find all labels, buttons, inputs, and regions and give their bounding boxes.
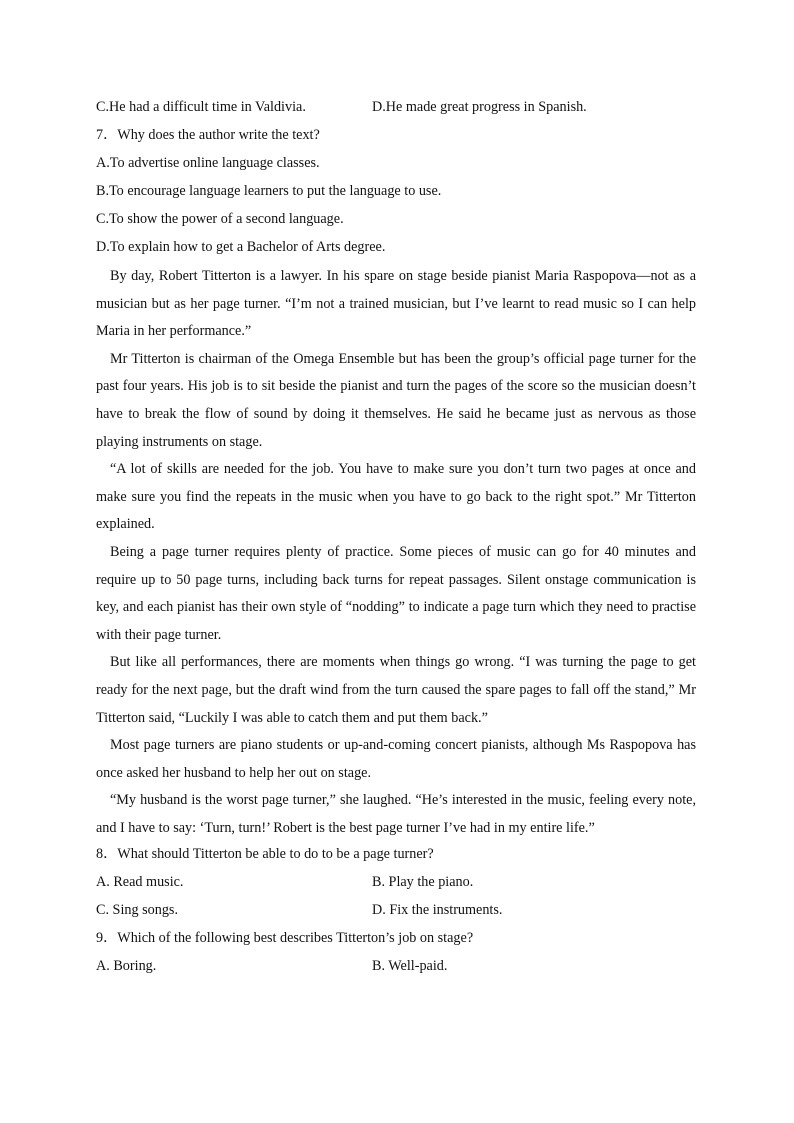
q8-option-a: A. Read music. [96,874,184,891]
q8-option-b: B. Play the piano. [372,874,474,891]
passage-paragraph-1: By day, Robert Titterton is a lawyer. In his spare on stage beside pianist Maria Raspopova—not as a musician but as her page turner. “I’m not a trained musician, but I’ve learnt to read music so I can help Maria in her performance.” [96,268,696,340]
passage-paragraph-4: Being a page turner requires plenty of practice. Some pieces of music can go for 40 minutes and require up to 50 page turns, including back turns for repeat passages. Silent onstage communication is key, and each pianist has their own style of “nodding” to indicate a page turn which they need to practise with their page turner. [96,543,696,643]
q7-option-b: B.To encourage language learners to put the language to use. [96,183,442,199]
q8-stem [96,842,696,870]
passage-paragraph-2: Mr Titterton is chairman of the Omega Ensemble but has been the group’s official page turner for the past four years. His job is to sit beside the pianist and turn the pages of the score so the musician doesn’t have to break the flow of sound by doing it themselves. He said he became just as nervous as those playing instruments on stage. [96,350,696,450]
q8-option-d: D. Fix the instruments. [372,902,503,919]
q7-option-d: D.To explain how to get a Bachelor of Arts degree. [96,239,386,255]
passage-paragraph-6: Most page turners are piano students or up-and-coming concert pianists, although Ms Raspopova has once asked her husband to help her out on stage. [96,737,696,781]
q9-options-row-1 [96,954,696,982]
q9-text: Which of the following best describes Titterton’s job on stage? [117,930,474,947]
q9-option-a: A. Boring. [96,958,157,975]
q9-option-b: B. Well-paid. [372,958,448,975]
q7-stem [96,123,696,151]
q6-options-row [96,95,696,123]
q8-option-c: C. Sing songs. [96,902,178,919]
q9-number: 9． [96,930,118,947]
q7-option-c: C.To show the power of a second language. [96,211,344,227]
q8-options-row-1 [96,870,696,898]
q8-text: What should Titterton be able to do to be a page turner? [117,846,434,863]
reading-passage [96,263,696,842]
passage-paragraph-5: But like all performances, there are moments when things go wrong. “I was turning the page to get ready for the next page, but the draft wind from the turn caused the spare pages to fall off the stand,” Mr Titterton said, “Luckily I was able to catch them and put them back.” [96,654,696,726]
document-page [96,95,696,982]
q9-stem [96,926,696,954]
q8-number: 8． [96,846,118,863]
q7-option-a: A.To advertise online language classes. [96,155,320,171]
q7-text: Why does the author write the text? [117,127,320,143]
q6-option-d: D.He made great progress in Spanish. [372,99,587,115]
passage-paragraph-3: “A lot of skills are needed for the job. You have to make sure you don’t turn two pages at once and make sure you find the repeats in the music when you have to go back to the right spot.” Mr Titterton explained. [96,461,696,533]
q7-number: 7． [96,127,118,143]
passage-paragraph-7: “My husband is the worst page turner,” she laughed. “He’s interested in the music, feeling every note, and I have to say: ‘Turn, turn!’ Robert is the best page turner I’ve had in my entire life.” [96,792,696,836]
q8-options-row-2 [96,898,696,926]
q6-option-c: C.He had a difficult time in Valdivia. [96,99,306,115]
